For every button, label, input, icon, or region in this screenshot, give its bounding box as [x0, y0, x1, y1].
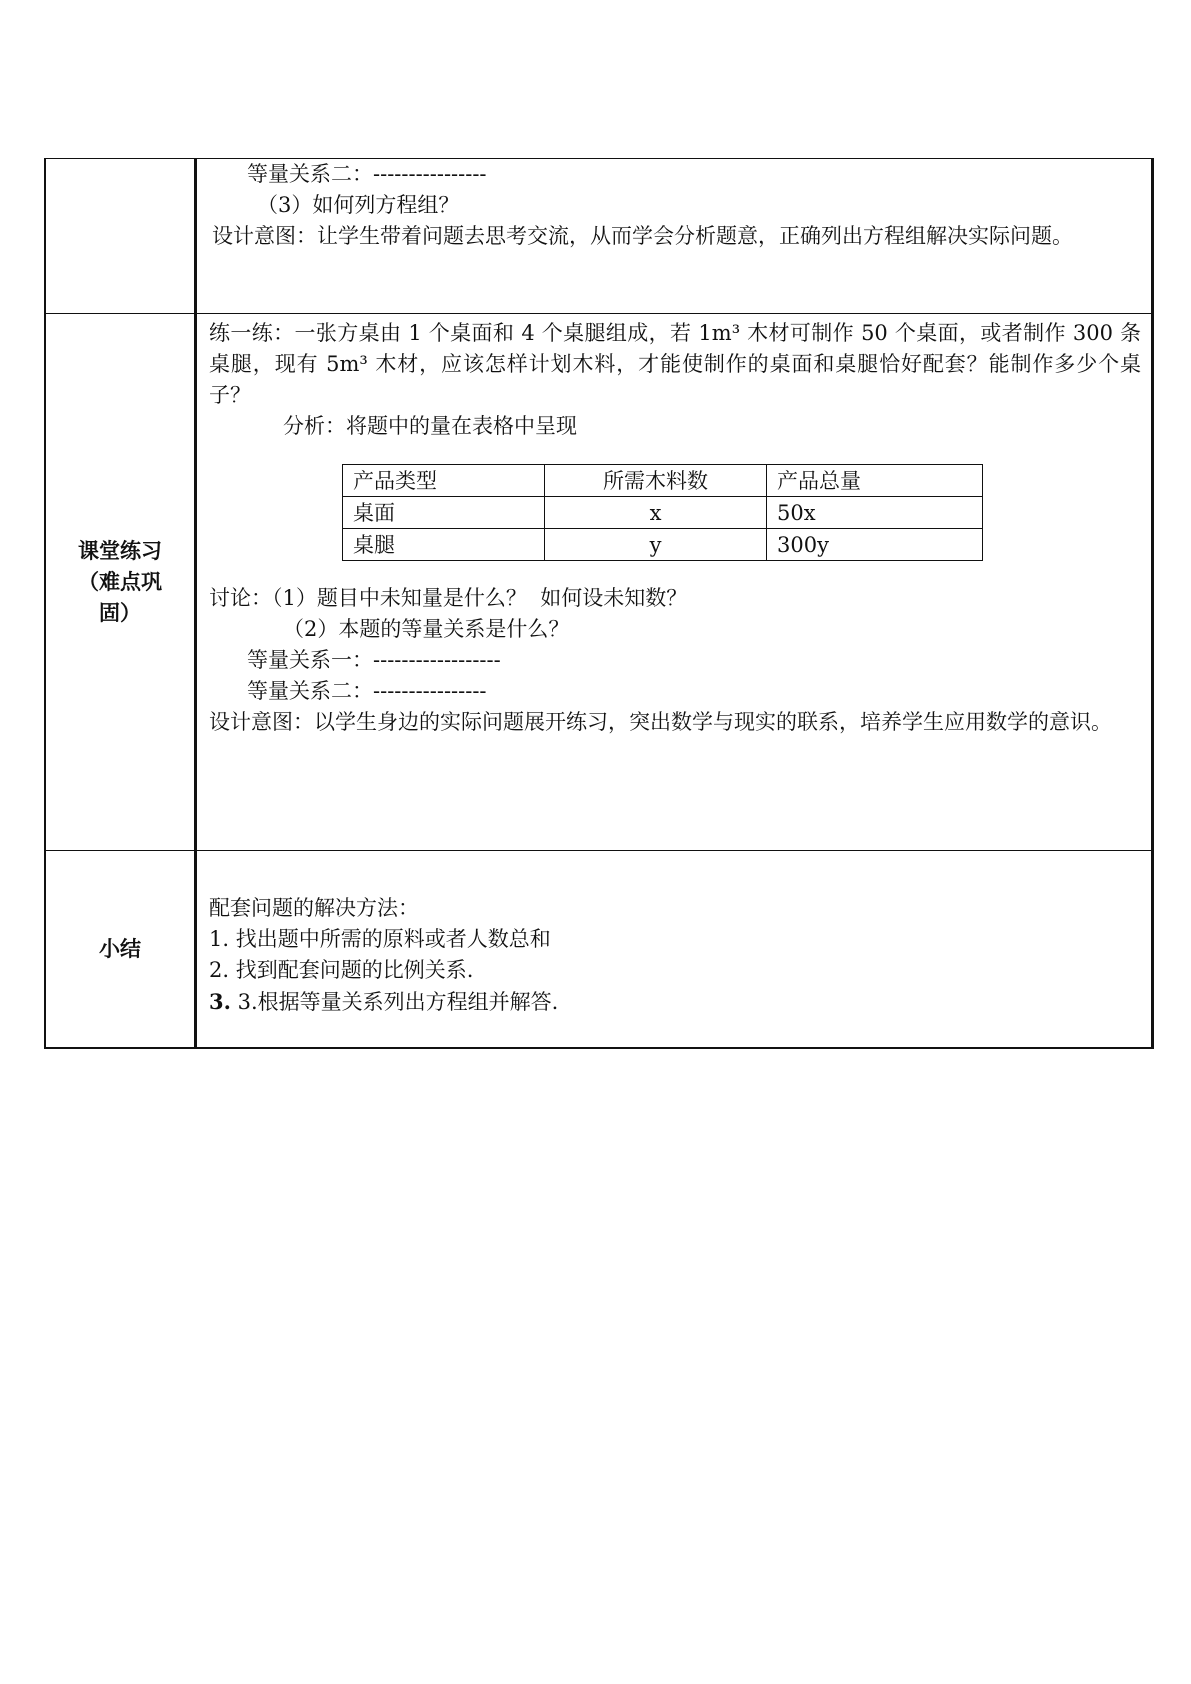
product-table-cell: 桌腿 [343, 529, 545, 561]
equal-relation-two-line: 等量关系二：---------------- [247, 679, 487, 703]
summary-item-3 [209, 986, 1141, 1018]
practice-problem-paragraph: 练一练：一张方桌由 1 个桌面和 4 个桌腿组成，若 1m³ 木材可制作 50 个桌面，或者制作 300 条桌腿，现有 5m³ 木材，应该怎样计划木料，才能使制作的桌面和桌腿恰好配套？能制作多少个桌子？ [209, 321, 1141, 407]
summary-item-3-text: 3.根据等量关系列出方程组并解答. [230, 990, 559, 1014]
label-line-2: （难点巩 [78, 569, 162, 594]
row-content-practice [196, 314, 1153, 851]
row-content-continuation [196, 159, 1153, 314]
equal-relation-two-line: 等量关系二：---------------- [247, 162, 487, 186]
product-table-row [343, 497, 983, 529]
equal-relation-one-line: 等量关系一：------------------ [247, 648, 501, 672]
product-table [342, 464, 983, 561]
table-row-summary [45, 851, 1153, 1049]
product-table-cell: x [545, 497, 767, 529]
product-table-header: 产品类型 [343, 465, 545, 497]
summary-item-2: 2. 找到配套问题的比例关系. [209, 958, 474, 982]
analysis-line: 分析：将题中的量在表格中呈现 [283, 414, 577, 438]
row-label-practice [45, 314, 196, 851]
product-table-cell: 桌面 [343, 497, 545, 529]
product-table-cell: y [545, 529, 767, 561]
design-intent-paragraph: 设计意图：以学生身边的实际问题展开练习，突出数学与现实的联系，培养学生应用数学的意识。 [209, 710, 1112, 734]
label-line-3: 固） [99, 600, 141, 625]
product-table-header: 所需木料数 [545, 465, 767, 497]
summary-item-3-number: 3. [209, 989, 231, 1014]
product-table-row [343, 529, 983, 561]
product-table-cell: 300y [767, 529, 983, 561]
label-line-1: 课堂练习 [78, 538, 162, 563]
product-table-header: 产品总量 [767, 465, 983, 497]
discussion-line-1: 讨论：（1）题目中未知量是什么？ 如何设未知数？ [209, 586, 688, 610]
row-label-summary: 小结 [45, 851, 196, 1049]
row-label-empty [45, 159, 196, 314]
table-row-continuation [45, 159, 1153, 314]
summary-title: 配套问题的解决方法： [209, 896, 419, 920]
product-table-header-row [343, 465, 983, 497]
design-intent-paragraph: 设计意图：让学生带着问题去思考交流，从而学会分析题意，正确列出方程组解决实际问题。 [212, 224, 1073, 248]
summary-item-1: 1. 找出题中所需的原料或者人数总和 [209, 927, 551, 951]
product-table-cell: 50x [767, 497, 983, 529]
table-row-practice [45, 314, 1153, 851]
discussion-line-2: （2）本题的等量关系是什么？ [283, 617, 570, 641]
lesson-plan-table [44, 158, 1154, 1049]
row-content-summary [196, 851, 1153, 1049]
question-three-line: （3）如何列方程组？ [257, 193, 460, 217]
